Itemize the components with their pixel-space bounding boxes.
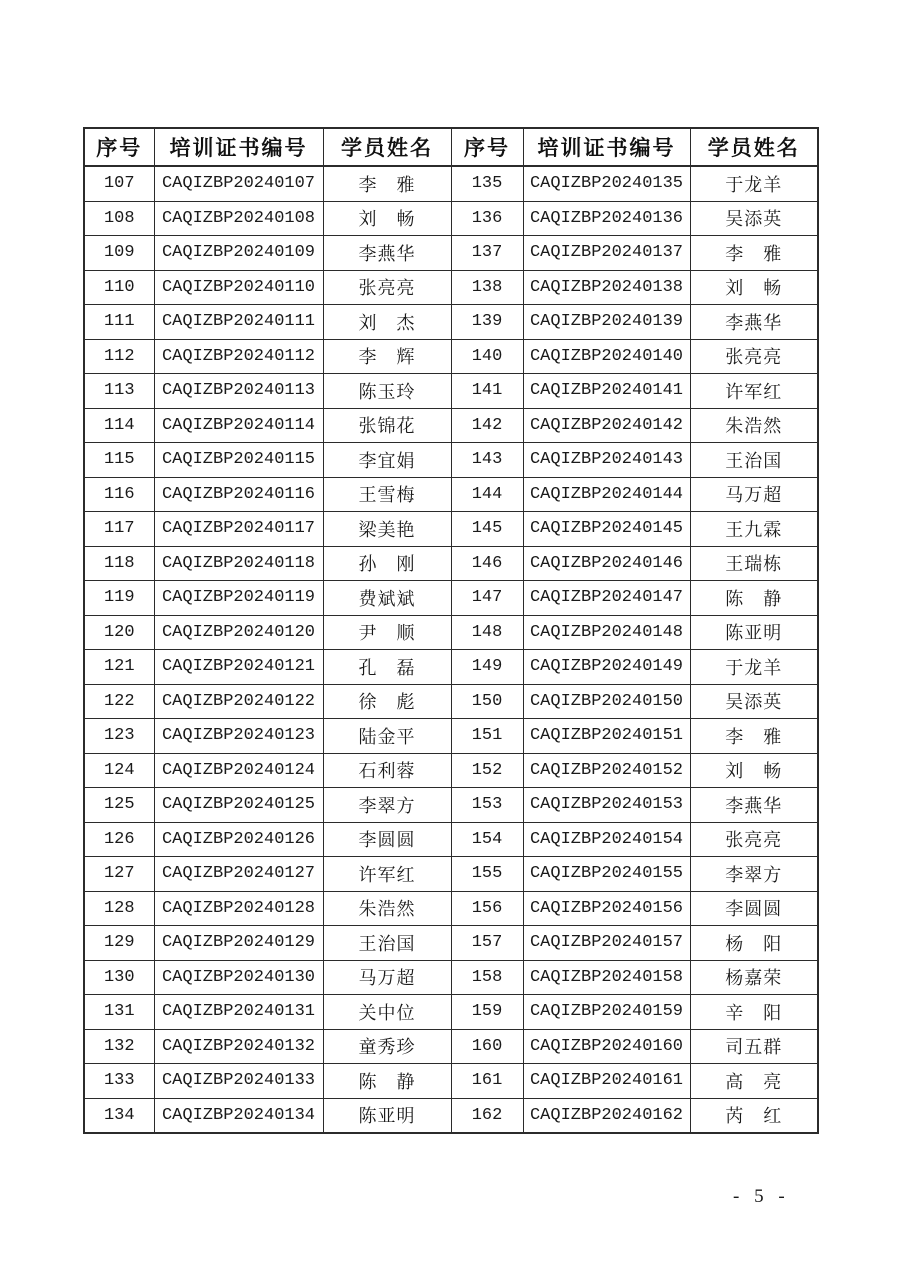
serial-number-left: 134 bbox=[84, 1098, 154, 1133]
student-name-right: 王瑞栋 bbox=[690, 546, 818, 581]
certificate-number-right: CAQIZBP20240147 bbox=[523, 581, 690, 616]
serial-number-left: 118 bbox=[84, 546, 154, 581]
student-name-left: 王治国 bbox=[323, 926, 451, 961]
certificate-number-left: CAQIZBP20240124 bbox=[154, 753, 323, 788]
student-name-right: 杨嘉荣 bbox=[690, 960, 818, 995]
student-name-right: 李 雅 bbox=[690, 236, 818, 271]
table-row bbox=[84, 1098, 818, 1133]
student-name-right: 陈 静 bbox=[690, 581, 818, 616]
serial-number-right: 144 bbox=[451, 477, 523, 512]
student-name-right: 高 亮 bbox=[690, 1064, 818, 1099]
serial-number-right: 156 bbox=[451, 891, 523, 926]
student-name-right: 芮 红 bbox=[690, 1098, 818, 1133]
student-name-left: 童秀珍 bbox=[323, 1029, 451, 1064]
table-row bbox=[84, 615, 818, 650]
certificate-number-left: CAQIZBP20240118 bbox=[154, 546, 323, 581]
serial-number-left: 130 bbox=[84, 960, 154, 995]
certificate-number-right: CAQIZBP20240146 bbox=[523, 546, 690, 581]
student-name-right: 许军红 bbox=[690, 374, 818, 409]
serial-number-right: 150 bbox=[451, 684, 523, 719]
student-name-right: 王九霖 bbox=[690, 512, 818, 547]
certificate-number-right: CAQIZBP20240161 bbox=[523, 1064, 690, 1099]
table-row bbox=[84, 305, 818, 340]
student-name-right: 吴添英 bbox=[690, 201, 818, 236]
student-name-right: 李燕华 bbox=[690, 305, 818, 340]
table-row bbox=[84, 201, 818, 236]
serial-number-left: 126 bbox=[84, 822, 154, 857]
certificate-number-left: CAQIZBP20240115 bbox=[154, 443, 323, 478]
serial-number-right: 153 bbox=[451, 788, 523, 823]
student-name-left: 刘 杰 bbox=[323, 305, 451, 340]
serial-number-right: 157 bbox=[451, 926, 523, 961]
student-name-right: 李圆圆 bbox=[690, 891, 818, 926]
serial-number-right: 136 bbox=[451, 201, 523, 236]
serial-number-left: 108 bbox=[84, 201, 154, 236]
serial-number-left: 132 bbox=[84, 1029, 154, 1064]
serial-number-right: 159 bbox=[451, 995, 523, 1030]
serial-number-right: 147 bbox=[451, 581, 523, 616]
table-row bbox=[84, 926, 818, 961]
header-certificate-number-right: 培训证书编号 bbox=[523, 128, 690, 166]
certificate-number-left: CAQIZBP20240108 bbox=[154, 201, 323, 236]
certificate-number-left: CAQIZBP20240127 bbox=[154, 857, 323, 892]
student-name-left: 尹 顺 bbox=[323, 615, 451, 650]
student-name-right: 王治国 bbox=[690, 443, 818, 478]
serial-number-left: 111 bbox=[84, 305, 154, 340]
certificate-number-right: CAQIZBP20240143 bbox=[523, 443, 690, 478]
table-row bbox=[84, 788, 818, 823]
serial-number-right: 158 bbox=[451, 960, 523, 995]
certificate-number-right: CAQIZBP20240160 bbox=[523, 1029, 690, 1064]
student-name-right: 杨 阳 bbox=[690, 926, 818, 961]
certificate-number-left: CAQIZBP20240109 bbox=[154, 236, 323, 271]
table-row bbox=[84, 581, 818, 616]
certificate-number-right: CAQIZBP20240159 bbox=[523, 995, 690, 1030]
serial-number-right: 143 bbox=[451, 443, 523, 478]
certificate-number-right: CAQIZBP20240137 bbox=[523, 236, 690, 271]
serial-number-left: 116 bbox=[84, 477, 154, 512]
serial-number-right: 149 bbox=[451, 650, 523, 685]
serial-number-right: 135 bbox=[451, 166, 523, 201]
table-row bbox=[84, 891, 818, 926]
serial-number-left: 127 bbox=[84, 857, 154, 892]
serial-number-right: 140 bbox=[451, 339, 523, 374]
serial-number-left: 117 bbox=[84, 512, 154, 547]
certificate-number-left: CAQIZBP20240120 bbox=[154, 615, 323, 650]
page-number: - 5 - bbox=[733, 1186, 790, 1207]
serial-number-left: 124 bbox=[84, 753, 154, 788]
certificate-number-left: CAQIZBP20240125 bbox=[154, 788, 323, 823]
table-row bbox=[84, 408, 818, 443]
student-name-left: 陆金平 bbox=[323, 719, 451, 754]
certificate-number-right: CAQIZBP20240162 bbox=[523, 1098, 690, 1133]
certificate-number-right: CAQIZBP20240149 bbox=[523, 650, 690, 685]
serial-number-left: 121 bbox=[84, 650, 154, 685]
student-name-left: 梁美艳 bbox=[323, 512, 451, 547]
certificate-number-left: CAQIZBP20240123 bbox=[154, 719, 323, 754]
header-certificate-number-left: 培训证书编号 bbox=[154, 128, 323, 166]
serial-number-right: 145 bbox=[451, 512, 523, 547]
certificate-number-right: CAQIZBP20240158 bbox=[523, 960, 690, 995]
serial-number-right: 160 bbox=[451, 1029, 523, 1064]
student-name-right: 李 雅 bbox=[690, 719, 818, 754]
student-name-left: 石利蓉 bbox=[323, 753, 451, 788]
student-name-right: 刘 畅 bbox=[690, 270, 818, 305]
certificate-number-left: CAQIZBP20240126 bbox=[154, 822, 323, 857]
student-name-left: 李 雅 bbox=[323, 166, 451, 201]
certificate-number-right: CAQIZBP20240155 bbox=[523, 857, 690, 892]
table-row bbox=[84, 995, 818, 1030]
student-name-right: 陈亚明 bbox=[690, 615, 818, 650]
certificate-number-left: CAQIZBP20240111 bbox=[154, 305, 323, 340]
serial-number-left: 107 bbox=[84, 166, 154, 201]
serial-number-right: 152 bbox=[451, 753, 523, 788]
table-row bbox=[84, 546, 818, 581]
table-header-row bbox=[84, 128, 818, 166]
table-row bbox=[84, 960, 818, 995]
serial-number-right: 139 bbox=[451, 305, 523, 340]
certificate-number-left: CAQIZBP20240110 bbox=[154, 270, 323, 305]
serial-number-left: 123 bbox=[84, 719, 154, 754]
serial-number-left: 128 bbox=[84, 891, 154, 926]
student-name-left: 费斌斌 bbox=[323, 581, 451, 616]
serial-number-left: 112 bbox=[84, 339, 154, 374]
serial-number-left: 113 bbox=[84, 374, 154, 409]
certificate-number-right: CAQIZBP20240142 bbox=[523, 408, 690, 443]
serial-number-right: 154 bbox=[451, 822, 523, 857]
certificate-number-left: CAQIZBP20240107 bbox=[154, 166, 323, 201]
certificate-number-left: CAQIZBP20240133 bbox=[154, 1064, 323, 1099]
student-name-left: 孙 刚 bbox=[323, 546, 451, 581]
certificate-number-right: CAQIZBP20240151 bbox=[523, 719, 690, 754]
certificate-table bbox=[83, 127, 819, 1134]
student-name-left: 马万超 bbox=[323, 960, 451, 995]
certificate-number-left: CAQIZBP20240116 bbox=[154, 477, 323, 512]
certificate-number-right: CAQIZBP20240141 bbox=[523, 374, 690, 409]
table-row bbox=[84, 1029, 818, 1064]
student-name-right: 张亮亮 bbox=[690, 339, 818, 374]
certificate-number-right: CAQIZBP20240145 bbox=[523, 512, 690, 547]
certificate-number-right: CAQIZBP20240135 bbox=[523, 166, 690, 201]
student-name-left: 关中位 bbox=[323, 995, 451, 1030]
table-row bbox=[84, 443, 818, 478]
student-name-left: 李燕华 bbox=[323, 236, 451, 271]
certificate-number-right: CAQIZBP20240157 bbox=[523, 926, 690, 961]
student-name-left: 陈亚明 bbox=[323, 1098, 451, 1133]
certificate-number-left: CAQIZBP20240130 bbox=[154, 960, 323, 995]
student-name-right: 张亮亮 bbox=[690, 822, 818, 857]
serial-number-left: 129 bbox=[84, 926, 154, 961]
student-name-right: 刘 畅 bbox=[690, 753, 818, 788]
student-name-left: 王雪梅 bbox=[323, 477, 451, 512]
certificate-number-right: CAQIZBP20240156 bbox=[523, 891, 690, 926]
certificate-number-right: CAQIZBP20240144 bbox=[523, 477, 690, 512]
student-name-right: 李燕华 bbox=[690, 788, 818, 823]
header-student-name-left: 学员姓名 bbox=[323, 128, 451, 166]
student-name-left: 陈玉玲 bbox=[323, 374, 451, 409]
serial-number-right: 162 bbox=[451, 1098, 523, 1133]
serial-number-right: 161 bbox=[451, 1064, 523, 1099]
table-row bbox=[84, 684, 818, 719]
serial-number-right: 142 bbox=[451, 408, 523, 443]
certificate-number-left: CAQIZBP20240113 bbox=[154, 374, 323, 409]
student-name-left: 许军红 bbox=[323, 857, 451, 892]
table-row bbox=[84, 270, 818, 305]
certificate-number-right: CAQIZBP20240148 bbox=[523, 615, 690, 650]
table-body bbox=[84, 166, 818, 1133]
table-row bbox=[84, 512, 818, 547]
serial-number-left: 125 bbox=[84, 788, 154, 823]
header-student-name-right: 学员姓名 bbox=[690, 128, 818, 166]
table-row bbox=[84, 339, 818, 374]
serial-number-left: 119 bbox=[84, 581, 154, 616]
student-name-left: 陈 静 bbox=[323, 1064, 451, 1099]
student-name-left: 朱浩然 bbox=[323, 891, 451, 926]
table-row bbox=[84, 477, 818, 512]
certificate-number-right: CAQIZBP20240154 bbox=[523, 822, 690, 857]
certificate-number-right: CAQIZBP20240138 bbox=[523, 270, 690, 305]
header-serial-number-right: 序号 bbox=[451, 128, 523, 166]
serial-number-right: 151 bbox=[451, 719, 523, 754]
student-name-left: 徐 彪 bbox=[323, 684, 451, 719]
student-name-left: 李宜娟 bbox=[323, 443, 451, 478]
certificate-number-left: CAQIZBP20240121 bbox=[154, 650, 323, 685]
serial-number-right: 137 bbox=[451, 236, 523, 271]
serial-number-left: 110 bbox=[84, 270, 154, 305]
student-name-right: 于龙羊 bbox=[690, 650, 818, 685]
student-name-left: 李翠方 bbox=[323, 788, 451, 823]
serial-number-left: 120 bbox=[84, 615, 154, 650]
serial-number-right: 141 bbox=[451, 374, 523, 409]
table-row bbox=[84, 1064, 818, 1099]
certificate-number-right: CAQIZBP20240150 bbox=[523, 684, 690, 719]
serial-number-left: 133 bbox=[84, 1064, 154, 1099]
certificate-number-left: CAQIZBP20240131 bbox=[154, 995, 323, 1030]
certificate-number-left: CAQIZBP20240114 bbox=[154, 408, 323, 443]
serial-number-left: 131 bbox=[84, 995, 154, 1030]
header-serial-number-left: 序号 bbox=[84, 128, 154, 166]
serial-number-right: 148 bbox=[451, 615, 523, 650]
certificate-number-left: CAQIZBP20240134 bbox=[154, 1098, 323, 1133]
certificate-number-right: CAQIZBP20240139 bbox=[523, 305, 690, 340]
serial-number-left: 115 bbox=[84, 443, 154, 478]
certificate-number-left: CAQIZBP20240117 bbox=[154, 512, 323, 547]
certificate-number-left: CAQIZBP20240122 bbox=[154, 684, 323, 719]
student-name-right: 朱浩然 bbox=[690, 408, 818, 443]
student-name-left: 张锦花 bbox=[323, 408, 451, 443]
certificate-number-right: CAQIZBP20240152 bbox=[523, 753, 690, 788]
certificate-number-left: CAQIZBP20240112 bbox=[154, 339, 323, 374]
table-row bbox=[84, 822, 818, 857]
certificate-number-right: CAQIZBP20240140 bbox=[523, 339, 690, 374]
student-name-left: 刘 畅 bbox=[323, 201, 451, 236]
serial-number-left: 109 bbox=[84, 236, 154, 271]
serial-number-left: 114 bbox=[84, 408, 154, 443]
serial-number-right: 138 bbox=[451, 270, 523, 305]
certificate-number-right: CAQIZBP20240136 bbox=[523, 201, 690, 236]
serial-number-right: 155 bbox=[451, 857, 523, 892]
table-row bbox=[84, 719, 818, 754]
table-row bbox=[84, 753, 818, 788]
student-name-left: 李 辉 bbox=[323, 339, 451, 374]
certificate-number-left: CAQIZBP20240119 bbox=[154, 581, 323, 616]
table-row bbox=[84, 236, 818, 271]
student-name-left: 孔 磊 bbox=[323, 650, 451, 685]
student-name-right: 李翠方 bbox=[690, 857, 818, 892]
serial-number-left: 122 bbox=[84, 684, 154, 719]
student-name-right: 于龙羊 bbox=[690, 166, 818, 201]
certificate-number-left: CAQIZBP20240128 bbox=[154, 891, 323, 926]
table-row bbox=[84, 166, 818, 201]
table-row bbox=[84, 650, 818, 685]
certificate-number-left: CAQIZBP20240132 bbox=[154, 1029, 323, 1064]
table-row bbox=[84, 374, 818, 409]
student-name-left: 李圆圆 bbox=[323, 822, 451, 857]
student-name-right: 司五群 bbox=[690, 1029, 818, 1064]
table-row bbox=[84, 857, 818, 892]
certificate-number-right: CAQIZBP20240153 bbox=[523, 788, 690, 823]
certificate-number-left: CAQIZBP20240129 bbox=[154, 926, 323, 961]
student-name-right: 马万超 bbox=[690, 477, 818, 512]
student-name-right: 辛 阳 bbox=[690, 995, 818, 1030]
student-name-left: 张亮亮 bbox=[323, 270, 451, 305]
student-name-right: 吴添英 bbox=[690, 684, 818, 719]
serial-number-right: 146 bbox=[451, 546, 523, 581]
